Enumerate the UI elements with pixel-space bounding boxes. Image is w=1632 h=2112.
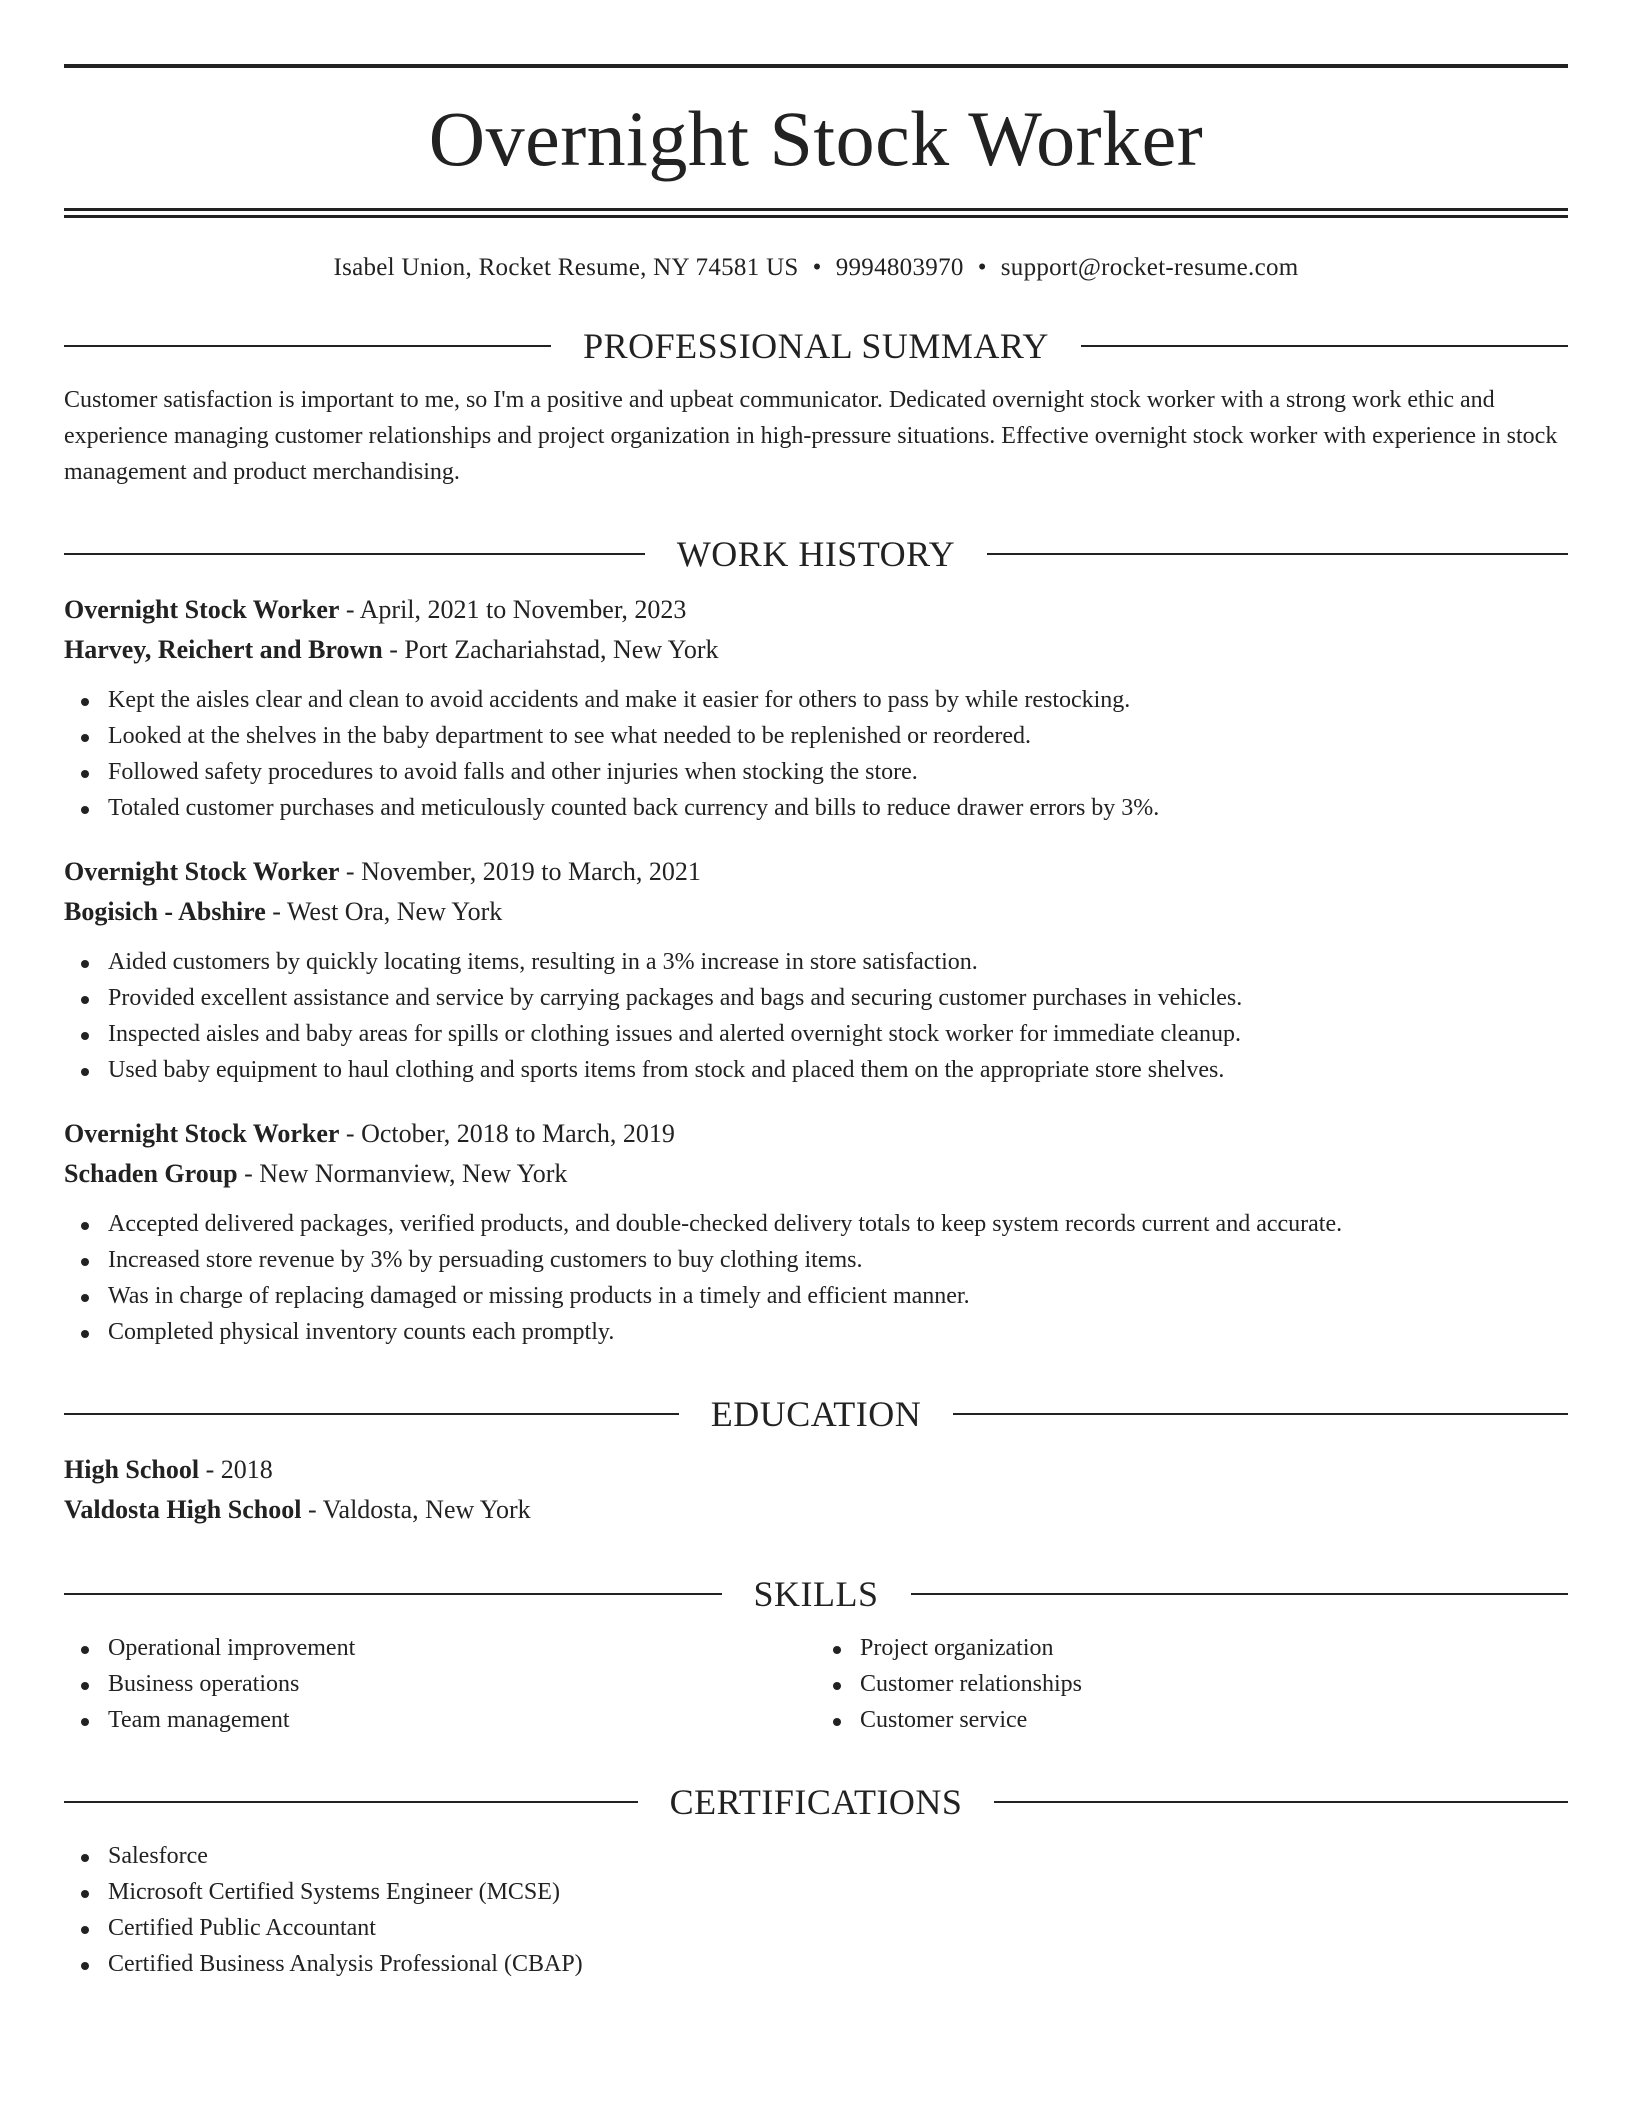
job-company: Schaden Group bbox=[64, 1159, 238, 1188]
list-item: Certified Public Accountant bbox=[64, 1910, 1568, 1946]
heading-rule-right bbox=[994, 1801, 1568, 1803]
job-company-line bbox=[64, 892, 1568, 932]
contact-separator: • bbox=[977, 254, 987, 281]
list-item: Totaled customer purchases and meticulously counted back currency and bills to reduce drawer errors by 3%. bbox=[64, 790, 1568, 826]
top-rule bbox=[64, 64, 1568, 68]
list-item: Completed physical inventory counts each promptly. bbox=[64, 1314, 1568, 1350]
job-entry bbox=[64, 1114, 1568, 1350]
job-location: - Port Zachariahstad, New York bbox=[382, 635, 719, 664]
contact-email: support@rocket-resume.com bbox=[1000, 254, 1299, 281]
list-item: Used baby equipment to haul clothing and sports items from stock and placed them on the appropriate store shelves. bbox=[64, 1052, 1568, 1088]
list-item: Aided customers by quickly locating items, resulting in a 3% increase in store satisfaction. bbox=[64, 944, 1568, 980]
heading-rule-left bbox=[64, 1801, 638, 1803]
job-company-line bbox=[64, 1154, 1568, 1194]
job-company: Harvey, Reichert and Brown bbox=[64, 635, 383, 664]
heading-rule-right bbox=[987, 553, 1568, 555]
education-school-line bbox=[64, 1490, 1568, 1530]
section-heading-education bbox=[64, 1396, 1568, 1432]
section-heading-certifications bbox=[64, 1784, 1568, 1820]
job-company-line bbox=[64, 630, 1568, 670]
education-school: Valdosta High School bbox=[64, 1495, 302, 1524]
job-company: Bogisich - Abshire bbox=[64, 897, 266, 926]
job-bullets bbox=[64, 682, 1568, 826]
skills-list-left bbox=[64, 1630, 816, 1738]
list-item: Salesforce bbox=[64, 1838, 1568, 1874]
list-item: Inspected aisles and baby areas for spills or clothing issues and alerted overnight stock worker for immediate cleanup. bbox=[64, 1016, 1568, 1052]
job-entry bbox=[64, 590, 1568, 826]
job-title-line bbox=[64, 1114, 1568, 1154]
contact-separator: • bbox=[812, 254, 822, 281]
job-dates: - October, 2018 to March, 2019 bbox=[339, 1119, 675, 1148]
list-item: Looked at the shelves in the baby department to see what needed to be replenished or reordered. bbox=[64, 718, 1568, 754]
education-location: - Valdosta, New York bbox=[301, 1495, 531, 1524]
title-double-rule bbox=[64, 208, 1568, 218]
heading-rule-left bbox=[64, 345, 551, 347]
contact-line bbox=[64, 254, 1568, 282]
heading-rule-right bbox=[1081, 345, 1568, 347]
education-degree-line bbox=[64, 1450, 1568, 1490]
list-item: Kept the aisles clear and clean to avoid accidents and make it easier for others to pass by while restocking. bbox=[64, 682, 1568, 718]
heading-rule-left bbox=[64, 553, 645, 555]
job-title: Overnight Stock Worker bbox=[64, 595, 340, 624]
list-item: Followed safety procedures to avoid falls and other injuries when stocking the store. bbox=[64, 754, 1568, 790]
education-entry bbox=[64, 1450, 1568, 1530]
job-dates: - November, 2019 to March, 2021 bbox=[339, 857, 701, 886]
section-title: WORK HISTORY bbox=[676, 534, 956, 574]
section-heading-work bbox=[64, 536, 1568, 572]
list-item: Microsoft Certified Systems Engineer (MCSE) bbox=[64, 1874, 1568, 1910]
list-item: Accepted delivered packages, verified products, and double-checked delivery totals to keep system records current and accurate. bbox=[64, 1206, 1568, 1242]
heading-rule-right bbox=[911, 1593, 1569, 1595]
contact-address: Isabel Union, Rocket Resume, NY 74581 US bbox=[333, 254, 799, 281]
contact-phone: 9994803970 bbox=[835, 254, 964, 281]
job-entry bbox=[64, 852, 1568, 1088]
skills-list-right bbox=[816, 1630, 1568, 1738]
section-title: PROFESSIONAL SUMMARY bbox=[583, 326, 1049, 366]
section-title: SKILLS bbox=[753, 1574, 879, 1614]
section-title: CERTIFICATIONS bbox=[669, 1782, 963, 1822]
section-title: EDUCATION bbox=[710, 1394, 922, 1434]
job-location: - West Ora, New York bbox=[265, 897, 503, 926]
list-item: Was in charge of replacing damaged or missing products in a timely and efficient manner. bbox=[64, 1278, 1568, 1314]
summary-text: Customer satisfaction is important to me, so I'm a positive and upbeat communicator. Dedicated overnight stock worker with a strong work ethic and experience managing customer relationships and project organization in high-pressure situations. Effective overnight stock worker with experience in stock management and product merchandising. bbox=[64, 387, 1558, 485]
list-item: Increased store revenue by 3% by persuading customers to buy clothing items. bbox=[64, 1242, 1568, 1278]
resume-title: Overnight Stock Worker bbox=[428, 95, 1204, 182]
list-item: Certified Business Analysis Professional (CBAP) bbox=[64, 1946, 1568, 1982]
heading-rule-left bbox=[64, 1593, 722, 1595]
list-item: Project organization bbox=[816, 1630, 1568, 1666]
job-location: - New Normanview, New York bbox=[237, 1159, 568, 1188]
education-year: - 2018 bbox=[199, 1455, 273, 1484]
heading-rule-left bbox=[64, 1413, 679, 1415]
job-title-line bbox=[64, 852, 1568, 892]
section-heading-skills bbox=[64, 1576, 1568, 1612]
job-title: Overnight Stock Worker bbox=[64, 857, 340, 886]
job-title-line bbox=[64, 590, 1568, 630]
list-item: Operational improvement bbox=[64, 1630, 816, 1666]
education-degree: High School bbox=[64, 1455, 200, 1484]
list-item: Customer relationships bbox=[816, 1666, 1568, 1702]
list-item: Provided excellent assistance and service by carrying packages and bags and securing customer purchases in vehicles. bbox=[64, 980, 1568, 1016]
job-title: Overnight Stock Worker bbox=[64, 1119, 340, 1148]
certifications-list bbox=[64, 1838, 1568, 1982]
list-item: Team management bbox=[64, 1702, 816, 1738]
list-item: Customer service bbox=[816, 1702, 1568, 1738]
section-heading-summary bbox=[64, 328, 1568, 364]
heading-rule-right bbox=[953, 1413, 1568, 1415]
list-item: Business operations bbox=[64, 1666, 816, 1702]
job-dates: - April, 2021 to November, 2023 bbox=[339, 595, 687, 624]
job-bullets bbox=[64, 1206, 1568, 1350]
job-bullets bbox=[64, 944, 1568, 1088]
skills-grid bbox=[64, 1630, 1568, 1738]
